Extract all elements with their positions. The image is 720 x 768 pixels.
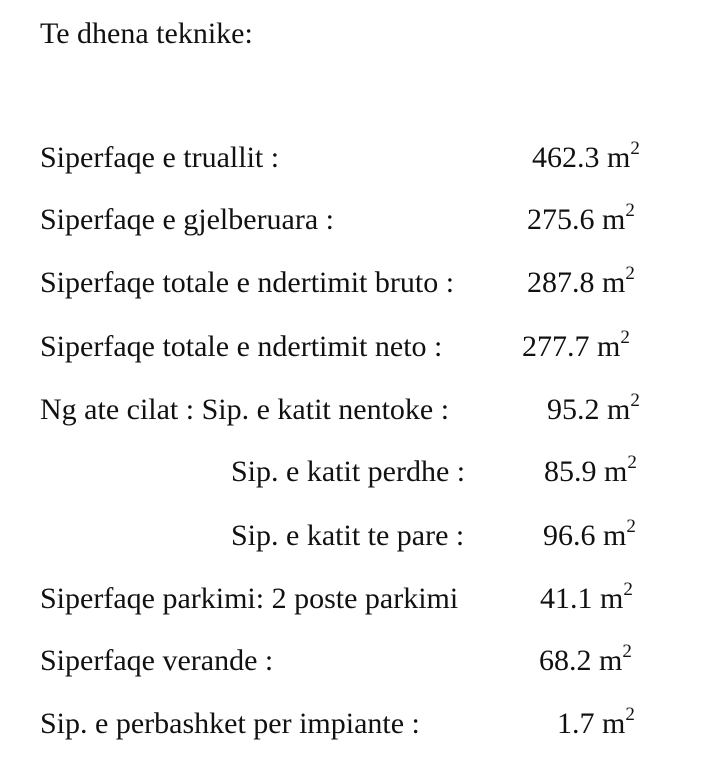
row-label: Siperfaqe e truallit : [40,141,280,174]
row-label: Siperfaqe totale e ndertimit bruto : [40,266,455,299]
page-title: Te dhena teknike: [40,17,253,50]
data-row-parkimi [0,577,720,621]
data-row-perdhe [0,450,720,494]
data-row-neto [0,325,720,369]
row-value: 462.3 $m^2$ [532,138,640,174]
row-value: 1.7 $m^2$ [557,704,635,740]
data-row-nentoke [0,388,720,432]
row-value: 96.6 $m^2$ [543,516,636,552]
row-label: Sip. e katit te pare : [231,519,465,552]
row-value: 275.6 $m^2$ [527,200,635,236]
row-label: Sip. e perbashket per impiante : [40,707,420,740]
row-label: Ng ate cilat : Sip. e katit nentoke : [40,393,450,426]
row-value: 277.7 $m^2$ [522,327,630,363]
row-label: Siperfaqe parkimi: 2 poste parkimi [40,582,459,615]
row-label: Siperfaqe e gjelberuara : [40,203,335,236]
data-row-truallit [0,136,720,180]
data-row-verande [0,639,720,683]
data-row-bruto [0,261,720,305]
data-row-te-pare [0,514,720,558]
row-label: Siperfaqe totale e ndertimit neto : [40,330,443,363]
row-value: 85.9 $m^2$ [544,452,637,488]
row-value: 41.1 $m^2$ [540,579,633,615]
row-label: Siperfaqe verande : [40,644,274,677]
row-value: 287.8 $m^2$ [527,263,635,299]
row-value: 68.2 $m^2$ [539,641,632,677]
data-row-gjelberuara [0,198,720,242]
row-value: 95.2 $m^2$ [547,390,640,426]
row-label: Sip. e katit perdhe : [231,455,466,488]
data-row-impiante [0,702,720,746]
